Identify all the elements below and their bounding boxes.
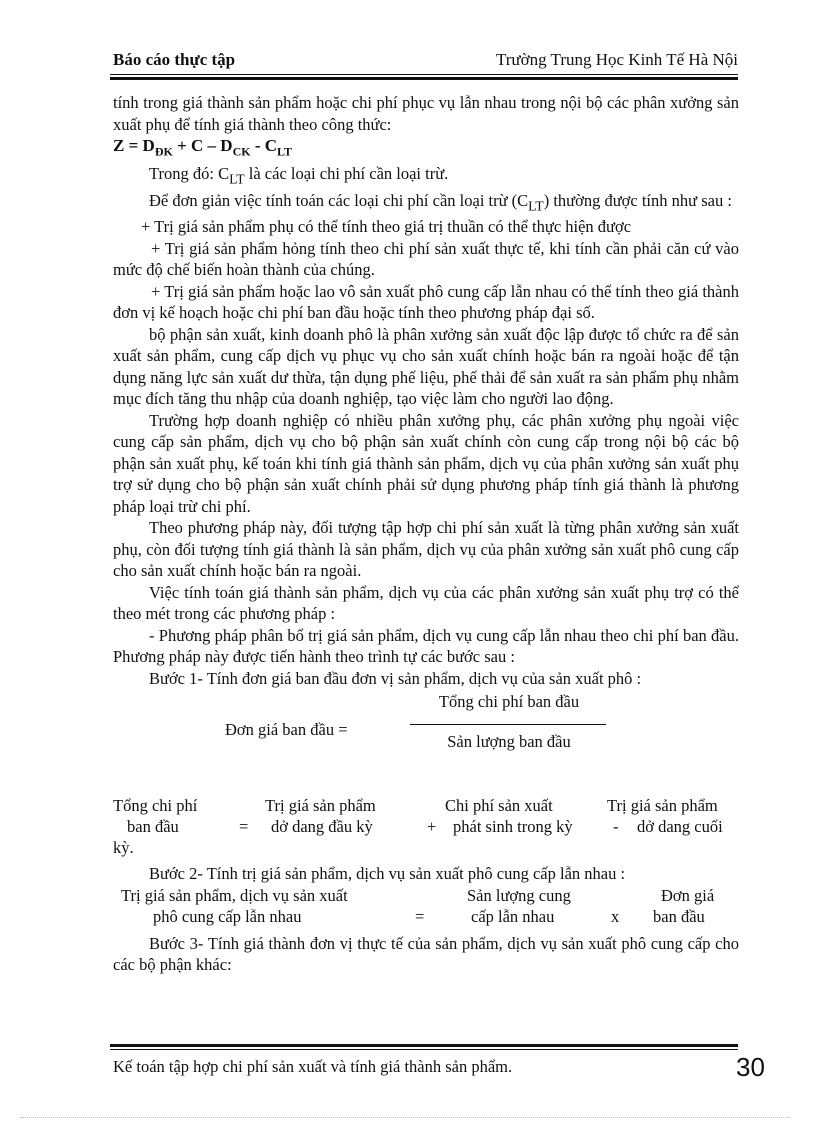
paragraph-method-object: Theo phương pháp này, đối tượng tập hợp chi phí sản xuất là từng phân xưởng sản xuất phụ, còn đối tượng tính giá thành là sản phẩm, dịch vụ của phân xưởng sản xuất phô cung cấp cho sản xuất chính hoặc bán ra ngoài. [113,518,739,581]
minus-sign: - [613,817,619,837]
term-unit-price: Đơn giá [661,885,715,905]
header-report-title: Báo cáo thực tập [113,50,236,69]
term-total-cost: Tổng chi phí [113,796,198,816]
times-sign: x [611,906,620,926]
formula-initial-unit-price [113,691,739,777]
formula-lhs: Đơn giá ban đầu = [225,720,348,740]
paragraph-where: Trong đó: $C_{LT}$ là các loại chi phí cần loại trừ. [149,163,449,187]
paragraph-auxiliary-division: bộ phận sản xuất, kinh doanh phô là phân xưởng sản xuất độc lập được tổ chức ra để sản xuất sản phẩm, cung cấp dịch vụ phục vụ cho sản xuất chính hoặc bán ra ngoài hoặc để tận dụng năng lực sản xuất dư thừa, tận dụng phế liệu, phế thải để sản xuất ra sản phẩm phụ nhằm mục đích tăng thu nhập của doanh nghiệp, tạo việc làm cho người lao động. [113,324,739,409]
formula-total-initial-cost [113,795,739,863]
term-opening-wip-cont: dở dang đầu kỳ [271,817,373,837]
term-closing-wip: Trị giá sản phẩm [607,796,718,816]
step-1: Bước 1- Tính đơn giá ban đầu đơn vị sản phẩm, dịch vụ của sản xuất phô : [149,668,642,688]
paragraph-allocation-method: - Phương pháp phân bổ trị giá sản phẩm, dịch vụ cung cấp lẫn nhau theo chi phí ban đầu. Phương pháp này được tiến hành theo trình tự các bước sau : [113,625,739,667]
header-rule-thin [110,74,738,75]
formula-mutual-supply-value [113,885,739,933]
fraction-bar [410,724,606,725]
paragraph-multiple-divisions: Trường hợp doanh nghiệp có nhiều phân xưởng phụ, các phân xưởng phụ ngoài việc cung cấp sản phẩm, dịch vụ cho bộ phận sản xuất chính còn cung cấp trong nội bộ các bộ phận sản xuất phụ, kế toán khi tính giá thành sản phẩm, dịch vụ của phân xưởng sản xuất phụ trợ sử dụng cho bộ phận sản xuất chính phải sử dụng phương pháp tính giá thành là phương pháp loại trừ chi phí. [113,410,739,516]
paragraph-intro: tính trong giá thành sản phẩm hoặc chi phí phục vụ lẫn nhau trong nội bộ các phân xưởng sản xuất phụ để tính giá thành theo công thức: [113,93,739,134]
equals-sign-2: = [415,906,425,926]
plus-sign: + [427,817,437,837]
header-rule-thick [110,77,738,80]
paragraph-simplify: Để đơn giản việc tính toán các loại chi phí cần loại trừ $(C_{LT})$ thường được tính như sau : [149,190,732,213]
paragraph-calculation: Việc tính toán giá thành sản phẩm, dịch vụ của các phân xưởng sản xuất phụ trợ có thể theo mét trong các phương pháp : [113,582,739,624]
page-number: 30 [736,1052,765,1082]
document-body [113,92,739,976]
footer-rule-thick [110,1044,738,1047]
formula-numerator: Tổng chi phí ban đầu [438,692,580,712]
header-school-name: Trường Trung Học Kinh Tế Hà Nội [495,50,738,69]
bullet-mutual-supply: + Trị giá sản phẩm hoặc lao vô sản xuất phô cung cấp lẫn nhau có thể tính theo giá thành đơn vị kế hoạch hoặc chi phí ban đầu hoặc tính theo phương pháp đại số. [113,281,739,323]
formula-z: $Z = D_{ĐK} + C - D_{CK} - C_{LT}$ [113,136,292,159]
footer-rule-thin [110,1049,738,1050]
formula-denominator: Sản lượng ban đầu [447,732,571,752]
term-unit-price-cont: ban đầu [653,906,705,926]
term-mutual-value: Trị giá sản phẩm, dịch vụ sản xuất [121,885,348,905]
term-opening-wip: Trị giá sản phẩm [265,796,376,816]
term-period-cost: Chi phí sản xuất [445,796,553,816]
page-bottom-dotted-line [20,1117,790,1118]
footer-text: Kế toán tập hợp chi phí sản xuất và tính giá thành sản phẩm. [113,1057,513,1076]
term-mutual-value-cont: phô cung cấp lẫn nhau [153,906,302,926]
term-closing-wip-cont: dở dang cuối [637,817,723,837]
step-2: Bước 2- Tính trị giá sản phẩm, dịch vụ sản xuất phô cung cấp lẫn nhau : [149,864,626,884]
term-period-cost-cont: phát sinh trong kỳ [453,817,573,837]
term-supply-quantity-cont: cấp lẫn nhau [471,906,555,926]
equals-sign: = [239,817,249,837]
term-closing-wip-tail: kỳ. [113,838,134,858]
term-supply-quantity: Sản lượng cung [467,885,571,905]
bullet-by-product: + Trị giá sản phẩm phụ có thể tính theo giá trị thuần có thể thực hiện được [141,217,632,237]
step-3: Bước 3- Tính giá thành đơn vị thực tế của sản phẩm, dịch vụ sản xuất phô cung cấp cho các bộ phận khác: [113,933,739,975]
term-total-cost-cont: ban đầu [127,817,179,837]
bullet-defective-product: + Trị giá sản phẩm hỏng tính theo chi phí sản xuất thực tế, khi tính cần phải căn cứ vào mức độ chế biến hoàn thành của chúng. [113,238,739,280]
